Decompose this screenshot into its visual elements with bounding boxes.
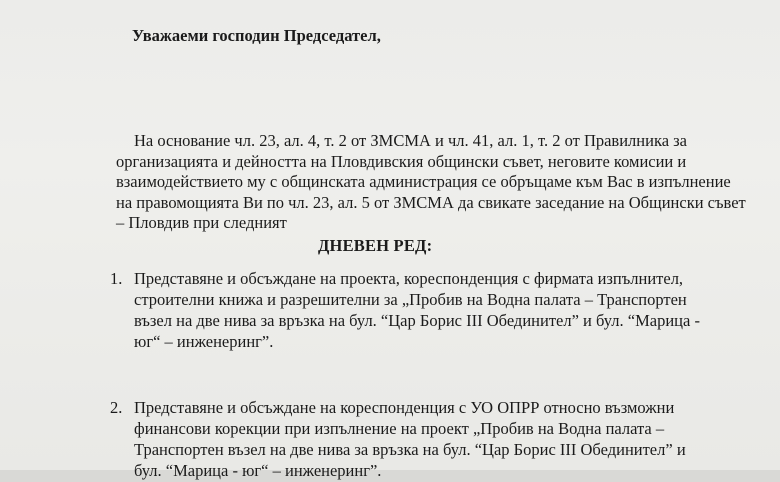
- salutation: Уважаеми господин Председател,: [132, 26, 381, 45]
- agenda-item-line: финансови корекции при изпълнение на проект „Пробив на Водна палата –: [134, 419, 665, 438]
- intro-line: – Пловдив при следният: [116, 213, 287, 232]
- agenda-heading: ДНЕВЕН РЕД:: [318, 236, 433, 255]
- agenda-item-line: бул. “Марица - юг“ – инженеринг”.: [134, 461, 382, 480]
- agenda-item-line: строителни книжа и разрешителни за „Пробив на Водна палата – Транспортен: [134, 290, 687, 309]
- agenda-item-line: юг“ – инженеринг”.: [134, 332, 274, 351]
- agenda-item-line: Представяне и обсъждане на проекта, кореспонденция с фирмата изпълнител,: [134, 269, 684, 288]
- agenda-item-text: [134, 398, 686, 482]
- intro-paragraph: [116, 131, 776, 234]
- intro-line: взаимодействието му с общинската администрация се обръщаме към Вас в изпълнение: [116, 172, 731, 191]
- agenda-item-line: Транспортен възел на две нива за връзка на бул. “Цар Борис III Обединител” и: [134, 440, 686, 459]
- intro-line: организацията и дейността на Пловдивския общински съвет, неговите комисии и: [116, 151, 687, 171]
- agenda-item-number: 1.: [110, 269, 123, 288]
- agenda-item-number: 2.: [110, 398, 123, 417]
- agenda-item-text: [134, 269, 700, 353]
- intro-line: На основание чл. 23, ал. 4, т. 2 от ЗМСМА и чл. 41, ал. 1, т. 2 от Правилника за: [134, 131, 687, 150]
- agenda-item-line: Представяне и обсъждане на кореспонденция с УО ОПРР относно възможни: [134, 398, 675, 417]
- agenda-item-line: възел на две нива за връзка на бул. “Цар Борис III Обединител” и бул. “Марица -: [134, 311, 700, 330]
- intro-line: на правомощията Ви по чл. 23, ал. 5 от ЗМСМА да свикате заседание на Общински съвет: [116, 192, 746, 212]
